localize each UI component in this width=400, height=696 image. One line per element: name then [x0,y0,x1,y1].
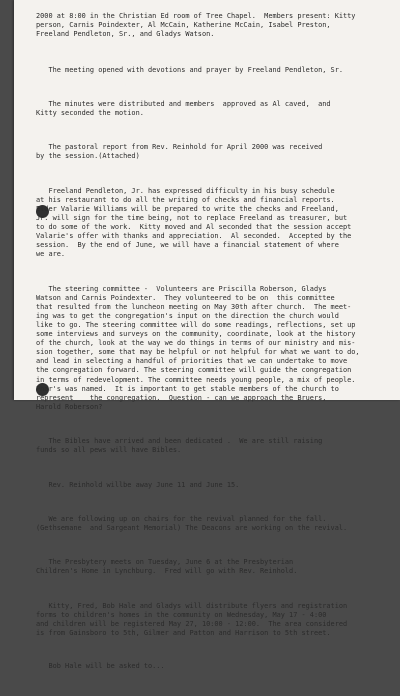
document-page [14,0,400,671]
pastor-away-paragraph: Rev. Reinhold willbe away June 11 and June 15. [36,480,240,489]
minutes-text [36,0,381,696]
steering-committee-paragraph: The steering committee - Volunteers are Priscilla Roberson, Gladys Watson and Carnis Poindexter. They volunteered to be on this committee that resulted from the luncheon meeting on May 30th after church. The meet- ing was to get the congregation's input on the direction the church would like to go. The steering committee will do some readings, reflections, set up some interviews and surveys on the community, coordinate, look at the history of the church, look at the way we do things in terms of our ministry and mis- sion together, some that may be helpful or not helpful for what we want to do, and lead in selecting a handful of priorities that we can undertake to move the congregation forward. The steering committee will guide the congregation in terms of redevelopment. The committee needs young people, a mix of people. Phar's was named. It is important to get stable members of the church to represent the congregation. Question - can we approach the Bruers, Harold Roberson? [36,284,360,411]
revival-paragraph: We are following up on chairs for the revival planned for the fall. (Gethsemane and Sargeant Memorial) The Deacons are working on the revival. [36,514,348,532]
flyers-paragraph: Kitty, Fred, Bob Hale and Gladys will distribute flyers and registration forms to children's homes in the community on Wednesday, May 17 - 4:00 and children will be registered May 27, 10:00 - 12:00. The area considered is from Gainsboro to 5th, Gilmer and Patton and Harrison to 5th street. [36,601,348,637]
pastoral-report-paragraph: The pastoral report from Rev. Reinhold for April 2000 was received by the session.(Attached) [36,143,323,161]
trailing-paragraph: Bob Hale will be asked to... [36,662,165,671]
devotions-paragraph: The meeting opened with devotions and prayer by Freeland Pendleton, Sr. [36,65,343,74]
treasurer-paragraph: Freeland Pendleton, Jr. has expressed difficulty in his busy schedule at his restaurant to do all the writing of checks and financial reports. Elder Valarie Williams will be prepared to write the checks and Freeland, Jr. will sign for the time being, not to replace Freeland as treasurer, but to do some of the work. Kitty moved and Al seconded that the session accept Valarie's offer with thanks and appreciation. Al seconded. Accepted by the session. By the end of June, we will have a financial statement of where we are. [36,186,352,259]
minutes-approval-paragraph: The minutes were distributed and members approved as Al caved, and Kitty seconded the motion. [36,99,331,118]
bibles-paragraph: The Bibles have arrived and been dedicated . We are still raising funds so all pews will have Bibles. [36,437,323,455]
attendance-paragraph: 2000 at 8:00 in the Christian Ed room of Tree Chapel. Members present: Kitty person, Carnis Poindexter, Al McCain, Katherine McCain, Isabel Preston, Freeland Pendleton, Sr., and Gladys Watson. [36,12,356,39]
presbytery-paragraph: The Presbytery meets on Tuesday, June 6 at the Presbyterian Children's Home in Lynchburg. Fred will go with Rev. Reinhold. [36,558,298,576]
